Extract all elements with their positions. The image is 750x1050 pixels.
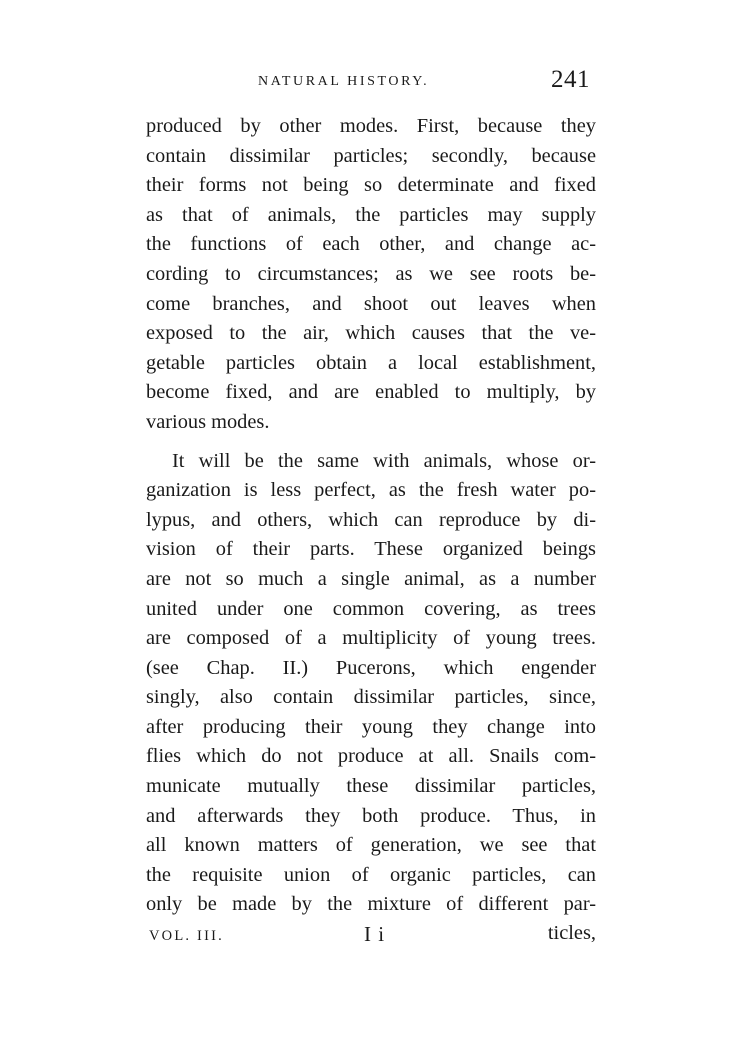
paragraph-2 [146,447,596,921]
page-footer [146,920,596,956]
text-line: exposed to the air, which causes that the ve- [146,322,596,345]
text-line: are composed of a multiplicity of young trees. [146,627,596,650]
paragraph-gap [146,438,596,447]
text-line: cording to circumstances; as we see roots be- [146,262,596,285]
page-number: 241 [551,66,590,93]
text-line: their forms not being so determinate and fixed [146,174,596,197]
text-line: united under one common covering, as trees [146,597,596,620]
text-line: flies which do not produce at all. Snails com- [146,745,596,768]
text-line: after producing their young they change into [146,715,596,738]
text-line: It will be the same with animals, whose or- [172,449,596,472]
text-line: singly, also contain dissimilar particles, since, [146,686,596,709]
running-title: NATURAL HISTORY. [258,74,430,89]
volume-mark: VOL. III. [149,928,224,944]
text-line: contain dissimilar particles; secondly, because [146,144,596,167]
text-line: and afterwards they both produce. Thus, in [146,804,596,827]
text-line: various modes. [146,410,270,433]
running-head [146,66,598,100]
text-line: getable particles obtain a local establishment, [146,351,596,374]
text-line: the requisite union of organic particles, can [146,863,596,886]
text-line: municate mutually these dissimilar particles, [146,775,596,798]
text-line: only be made by the mixture of different par- [146,893,596,916]
text-line: produced by other modes. First, because they [146,115,596,137]
text-line: are not so much a single animal, as a number [146,567,596,590]
text-line: lypus, and others, which can reproduce by di- [146,508,596,531]
text-line: (see Chap. II.) Pucerons, which engender [146,656,596,679]
paragraph-1 [146,112,596,438]
catchword: ticles, [547,922,596,944]
text-line: all known matters of generation, we see that [146,834,596,857]
text-line: as that of animals, the particles may supply [146,203,596,226]
text-line: vision of their parts. These organized beings [146,538,596,561]
text-line: ganization is less perfect, as the fresh water po- [146,479,596,502]
body-text [146,112,596,920]
text-line: come branches, and shoot out leaves when [146,292,596,315]
signature-mark: I i [364,922,386,946]
text-line: the functions of each other, and change ac- [146,233,596,256]
text-line: become fixed, and are enabled to multiply, by [146,381,596,404]
